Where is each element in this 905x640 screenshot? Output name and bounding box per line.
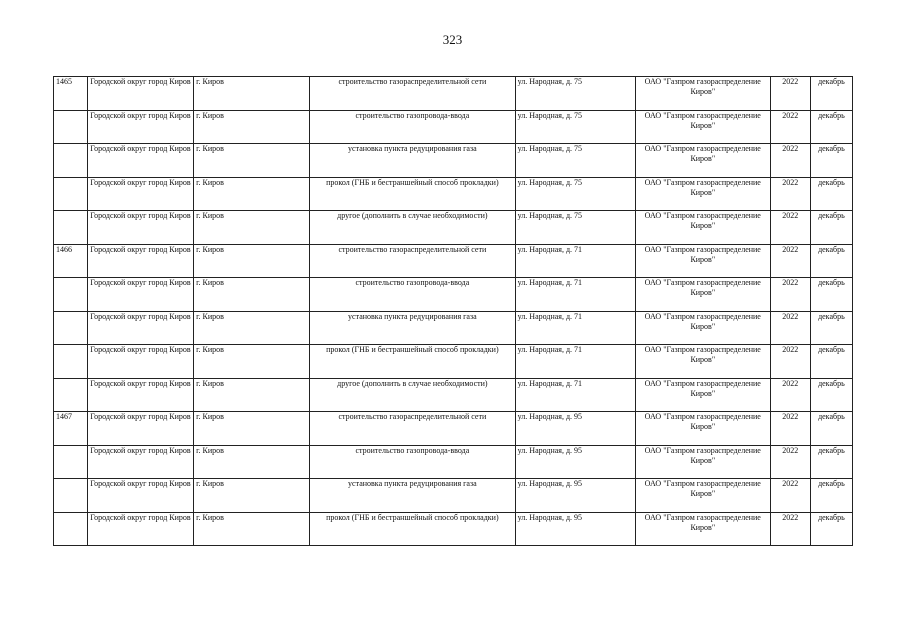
gasification-table: [53, 76, 853, 546]
district-cell: Городской округ город Киров: [87, 311, 193, 345]
address-cell: ул. Народная, д. 71: [515, 278, 635, 312]
row-number-cell: [54, 177, 88, 211]
organization-cell: ОАО "Газпром газораспределение Киров": [635, 378, 770, 412]
year-cell: 2022: [770, 412, 810, 446]
row-number-cell: [54, 479, 88, 513]
year-cell: 2022: [770, 77, 810, 111]
address-cell: ул. Народная, д. 95: [515, 412, 635, 446]
city-cell: г. Киров: [194, 479, 310, 513]
month-cell: декабрь: [810, 311, 852, 345]
organization-cell: ОАО "Газпром газораспределение Киров": [635, 479, 770, 513]
district-cell: Городской округ город Киров: [87, 479, 193, 513]
address-cell: ул. Народная, д. 71: [515, 345, 635, 379]
work-type-cell: строительство газопровода-ввода: [310, 278, 516, 312]
city-cell: г. Киров: [194, 311, 310, 345]
year-cell: 2022: [770, 512, 810, 546]
city-cell: г. Киров: [194, 412, 310, 446]
district-cell: Городской округ город Киров: [87, 77, 193, 111]
table-row: [54, 244, 853, 278]
table-row: [54, 479, 853, 513]
district-cell: Городской округ город Киров: [87, 177, 193, 211]
month-cell: декабрь: [810, 278, 852, 312]
month-cell: декабрь: [810, 244, 852, 278]
month-cell: декабрь: [810, 479, 852, 513]
table-body: [54, 77, 853, 546]
table-row: [54, 445, 853, 479]
address-cell: ул. Народная, д. 75: [515, 110, 635, 144]
work-type-cell: другое (дополнить в случае необходимости): [310, 378, 516, 412]
table-row: [54, 378, 853, 412]
year-cell: 2022: [770, 345, 810, 379]
month-cell: декабрь: [810, 445, 852, 479]
work-type-cell: строительство газопровода-ввода: [310, 445, 516, 479]
district-cell: Городской округ город Киров: [87, 211, 193, 245]
row-number-cell: [54, 211, 88, 245]
address-cell: ул. Народная, д. 75: [515, 177, 635, 211]
organization-cell: ОАО "Газпром газораспределение Киров": [635, 512, 770, 546]
row-number-cell: [54, 144, 88, 178]
table-row: [54, 177, 853, 211]
month-cell: декабрь: [810, 110, 852, 144]
organization-cell: ОАО "Газпром газораспределение Киров": [635, 110, 770, 144]
year-cell: 2022: [770, 211, 810, 245]
year-cell: 2022: [770, 479, 810, 513]
row-number-cell: [54, 110, 88, 144]
table-row: [54, 77, 853, 111]
year-cell: 2022: [770, 378, 810, 412]
year-cell: 2022: [770, 244, 810, 278]
district-cell: Городской округ город Киров: [87, 110, 193, 144]
work-type-cell: прокол (ГНБ и бестраншейный способ прокладки): [310, 177, 516, 211]
month-cell: декабрь: [810, 77, 852, 111]
organization-cell: ОАО "Газпром газораспределение Киров": [635, 77, 770, 111]
work-type-cell: другое (дополнить в случае необходимости): [310, 211, 516, 245]
table-row: [54, 144, 853, 178]
work-type-cell: прокол (ГНБ и бестраншейный способ прокладки): [310, 512, 516, 546]
work-type-cell: установка пункта редуцирования газа: [310, 311, 516, 345]
work-type-cell: строительство газораспределительной сети: [310, 77, 516, 111]
table-row: [54, 278, 853, 312]
row-number-cell: 1465: [54, 77, 88, 111]
row-number-cell: [54, 345, 88, 379]
organization-cell: ОАО "Газпром газораспределение Киров": [635, 177, 770, 211]
row-number-cell: [54, 512, 88, 546]
district-cell: Городской округ город Киров: [87, 144, 193, 178]
table-row: [54, 311, 853, 345]
table-row: [54, 110, 853, 144]
city-cell: г. Киров: [194, 110, 310, 144]
month-cell: декабрь: [810, 512, 852, 546]
year-cell: 2022: [770, 144, 810, 178]
address-cell: ул. Народная, д. 71: [515, 311, 635, 345]
table-row: [54, 512, 853, 546]
city-cell: г. Киров: [194, 445, 310, 479]
district-cell: Городской округ город Киров: [87, 244, 193, 278]
work-type-cell: прокол (ГНБ и бестраншейный способ прокладки): [310, 345, 516, 379]
organization-cell: ОАО "Газпром газораспределение Киров": [635, 244, 770, 278]
city-cell: г. Киров: [194, 345, 310, 379]
city-cell: г. Киров: [194, 512, 310, 546]
month-cell: декабрь: [810, 378, 852, 412]
work-type-cell: установка пункта редуцирования газа: [310, 479, 516, 513]
table-row: [54, 412, 853, 446]
work-type-cell: строительство газораспределительной сети: [310, 412, 516, 446]
organization-cell: ОАО "Газпром газораспределение Киров": [635, 412, 770, 446]
year-cell: 2022: [770, 177, 810, 211]
year-cell: 2022: [770, 311, 810, 345]
district-cell: Городской округ город Киров: [87, 345, 193, 379]
district-cell: Городской округ город Киров: [87, 445, 193, 479]
address-cell: ул. Народная, д. 95: [515, 479, 635, 513]
work-type-cell: строительство газопровода-ввода: [310, 110, 516, 144]
row-number-cell: [54, 445, 88, 479]
address-cell: ул. Народная, д. 95: [515, 445, 635, 479]
organization-cell: ОАО "Газпром газораспределение Киров": [635, 144, 770, 178]
city-cell: г. Киров: [194, 77, 310, 111]
work-type-cell: установка пункта редуцирования газа: [310, 144, 516, 178]
row-number-cell: [54, 278, 88, 312]
district-cell: Городской округ город Киров: [87, 278, 193, 312]
city-cell: г. Киров: [194, 144, 310, 178]
address-cell: ул. Народная, д. 75: [515, 77, 635, 111]
work-type-cell: строительство газораспределительной сети: [310, 244, 516, 278]
city-cell: г. Киров: [194, 177, 310, 211]
table-row: [54, 345, 853, 379]
year-cell: 2022: [770, 445, 810, 479]
city-cell: г. Киров: [194, 211, 310, 245]
district-cell: Городской округ город Киров: [87, 412, 193, 446]
city-cell: г. Киров: [194, 278, 310, 312]
address-cell: ул. Народная, д. 75: [515, 211, 635, 245]
address-cell: ул. Народная, д. 71: [515, 244, 635, 278]
row-number-cell: [54, 311, 88, 345]
district-cell: Городской округ город Киров: [87, 512, 193, 546]
organization-cell: ОАО "Газпром газораспределение Киров": [635, 445, 770, 479]
row-number-cell: 1466: [54, 244, 88, 278]
district-cell: Городской округ город Киров: [87, 378, 193, 412]
address-cell: ул. Народная, д. 95: [515, 512, 635, 546]
organization-cell: ОАО "Газпром газораспределение Киров": [635, 311, 770, 345]
row-number-cell: 1467: [54, 412, 88, 446]
organization-cell: ОАО "Газпром газораспределение Киров": [635, 345, 770, 379]
month-cell: декабрь: [810, 177, 852, 211]
year-cell: 2022: [770, 110, 810, 144]
city-cell: г. Киров: [194, 244, 310, 278]
address-cell: ул. Народная, д. 71: [515, 378, 635, 412]
organization-cell: ОАО "Газпром газораспределение Киров": [635, 278, 770, 312]
month-cell: декабрь: [810, 412, 852, 446]
organization-cell: ОАО "Газпром газораспределение Киров": [635, 211, 770, 245]
page-number: 323: [442, 32, 463, 47]
month-cell: декабрь: [810, 211, 852, 245]
city-cell: г. Киров: [194, 378, 310, 412]
year-cell: 2022: [770, 278, 810, 312]
row-number-cell: [54, 378, 88, 412]
month-cell: декабрь: [810, 144, 852, 178]
table-row: [54, 211, 853, 245]
address-cell: ул. Народная, д. 75: [515, 144, 635, 178]
month-cell: декабрь: [810, 345, 852, 379]
